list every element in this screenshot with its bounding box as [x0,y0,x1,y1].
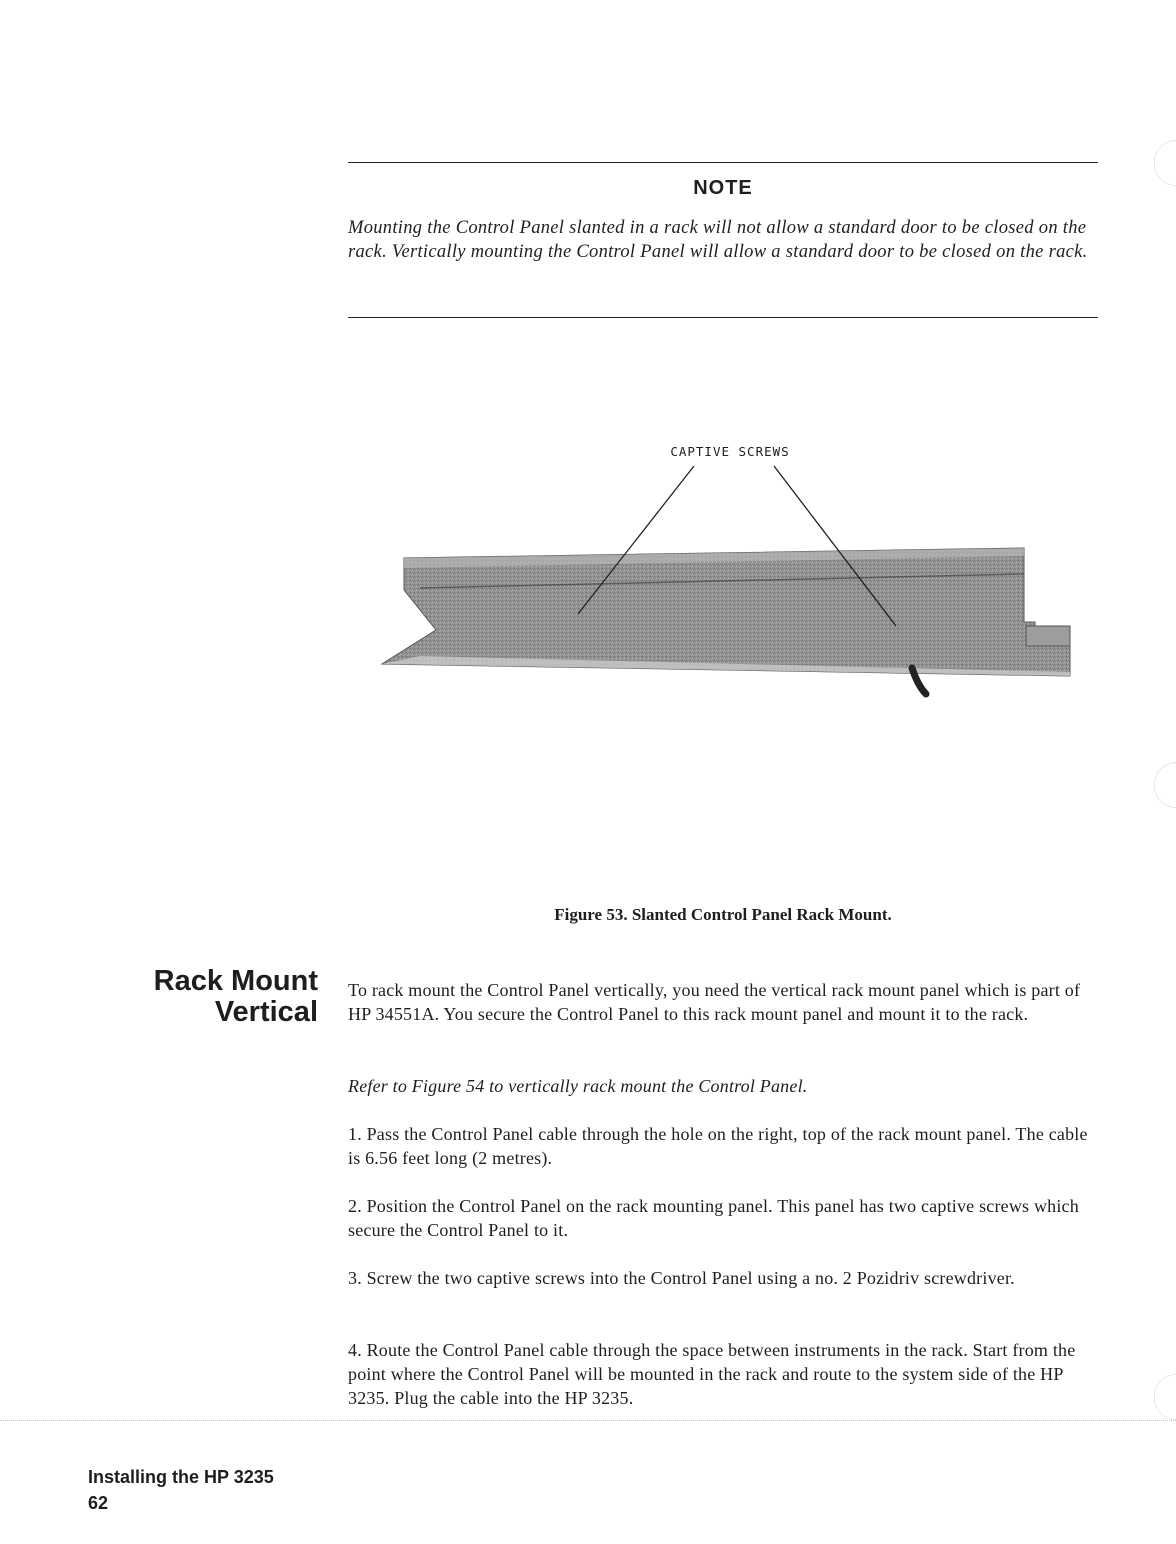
section-heading-line1: Rack Mount [153,965,318,997]
punch-hole-mark [1154,762,1176,808]
note-bottom-rule [348,317,1098,318]
note-title: NOTE [693,177,753,199]
footer-title: Installing the HP 3235 [88,1467,274,1487]
section-heading-line2: Vertical [214,996,318,1028]
figure-callout-label: CAPTIVE SCREWS [670,444,790,459]
step-4: 4. Route the Control Panel cable through the space between instruments in the rack. Start from the point where the Control Panel will be mounted in the rack and route to the system side of the HP 3235. Plug the cable into the HP 3235. [348,1340,1076,1408]
step-3: 3. Screw the two captive screws into the Control Panel using a no. 2 Pozidriv screwdriver. [348,1268,1015,1288]
page-footer [88,1464,274,1516]
panel-right-tab [1026,626,1070,646]
intro-paragraph: To rack mount the Control Panel vertically, you need the vertical rack mount panel which is part of HP 34551A. You secure the Control Panel to this rack mount panel and mount it to the rack. [348,980,1081,1024]
step-2: 2. Position the Control Panel on the rack mounting panel. This panel has two captive screws which secure the Control Panel to it. [348,1196,1079,1240]
panel-body [382,548,1070,676]
page-divider [0,1420,1176,1421]
page-number: 62 [88,1493,109,1513]
punch-hole-mark [1154,140,1176,186]
section-heading [154,966,318,1028]
step-1: 1. Pass the Control Panel cable through the hole on the right, top of the rack mount panel. The cable is 6.56 feet long (2 metres). [348,1124,1088,1168]
punch-hole-mark [1154,1374,1176,1420]
rack-mount-illustration [360,430,1100,710]
figure-caption: Figure 53. Slanted Control Panel Rack Mount. [554,905,892,924]
note-text: Mounting the Control Panel slanted in a rack will not allow a standard door to be closed on the rack. Vertically mounting the Control Panel will allow a standard door to be closed on the rack. [348,218,1088,262]
note-top-rule [348,162,1098,163]
refer-paragraph: Refer to Figure 54 to vertically rack mount the Control Panel. [348,1076,808,1096]
